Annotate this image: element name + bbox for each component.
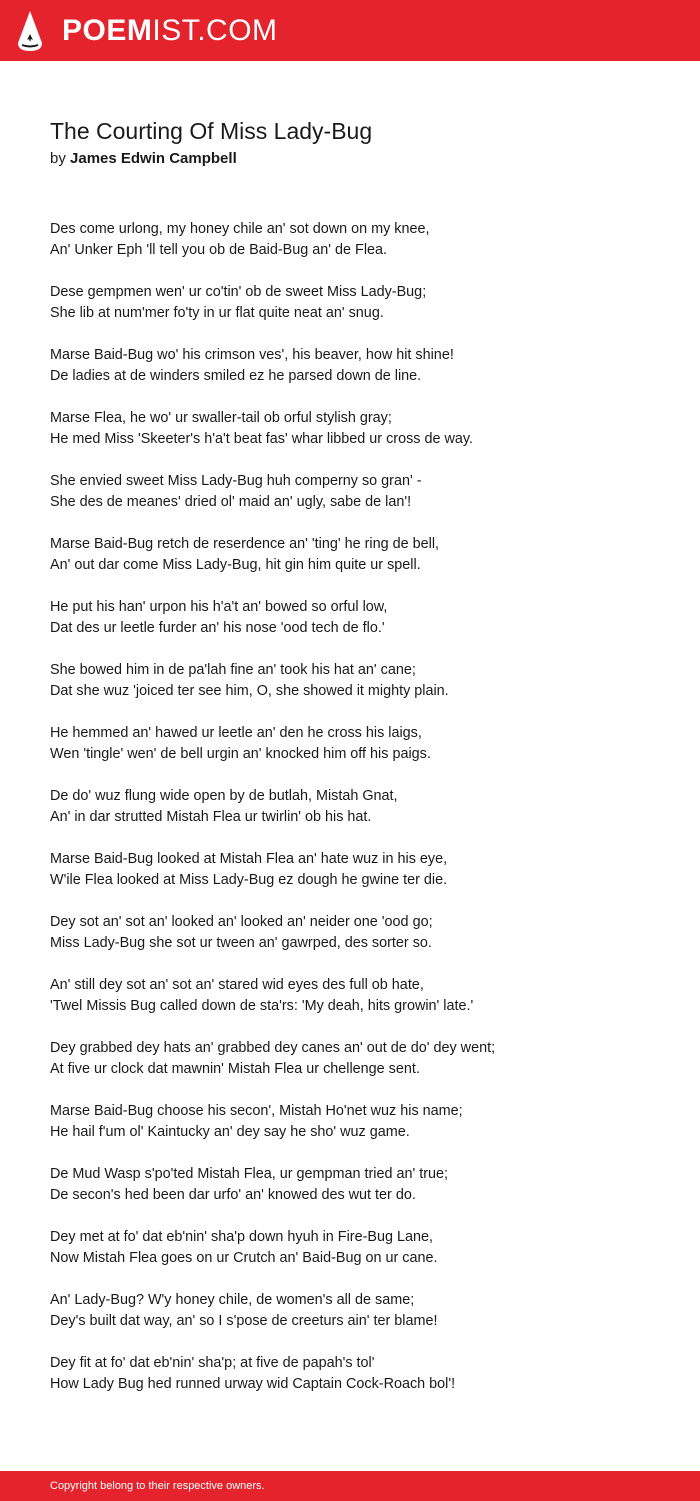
stanza: [50, 219, 670, 282]
poem-line: How Lady Bug hed runned urway wid Captain Cock-Roach bol'!: [50, 1376, 456, 1392]
poem-line: Marse Baid-Bug choose his secon', Mistah Ho'net wuz his name;: [50, 1103, 463, 1119]
byline: [50, 149, 237, 169]
stanza: [50, 1101, 670, 1164]
poem-line: He hail f'um ol' Kaintucky an' dey say he sho' wuz game.: [50, 1124, 410, 1140]
poem-line: 'Twel Missis Bug called down de sta'rs: 'My deah, hits growin' late.': [50, 998, 474, 1014]
poem-line: Dey grabbed dey hats an' grabbed dey canes an' out de do' dey went;: [50, 1040, 496, 1056]
poem-line: At five ur clock dat mawnin' Mistah Flea ur chellenge sent.: [50, 1061, 420, 1077]
poem-line: Marse Flea, he wo' ur swaller-tail ob orful stylish gray;: [50, 410, 392, 426]
stanza: [50, 282, 670, 345]
poem-line: Dat des ur leetle furder an' his nose 'ood tech de flo.': [50, 620, 385, 636]
poem-line: An' Unker Eph 'll tell you ob de Baid-Bug an' de Flea.: [50, 242, 388, 258]
stanza: [50, 912, 670, 975]
author-name: James Edwin Campbell: [70, 150, 237, 167]
poem-line: De Mud Wasp s'po'ted Mistah Flea, ur gempman tried an' true;: [50, 1166, 449, 1182]
poem-line: He put his han' urpon his h'a't an' bowed so orful low,: [50, 599, 388, 615]
stanza: [50, 849, 670, 912]
site-footer: [0, 1471, 700, 1501]
poem-line: An' in dar strutted Mistah Flea ur twirlin' ob his hat.: [50, 809, 372, 825]
stanza: [50, 345, 670, 408]
poem-line: She bowed him in de pa'lah fine an' took his hat an' cane;: [50, 662, 416, 678]
poem-line: She lib at num'mer fo'ty in ur flat quite neat an' snug.: [50, 305, 384, 321]
logo-light-text: IST.COM: [152, 14, 278, 47]
poem-line: De secon's hed been dar urfo' an' knowed des wut ter do.: [50, 1187, 416, 1203]
poem-line: She envied sweet Miss Lady-Bug huh comperny so gran' -: [50, 473, 422, 489]
poem-line: W'ile Flea looked at Miss Lady-Bug ez dough he gwine ter die.: [50, 872, 448, 888]
logo-bold-text: POEM: [62, 14, 153, 47]
stanza: [50, 1353, 670, 1416]
copyright-text: Copyright belong to their respective owners.: [50, 1480, 265, 1492]
poem-line: Wen 'tingle' wen' de bell urgin an' knocked him off his paigs.: [50, 746, 431, 762]
stanza: [50, 723, 670, 786]
stanza: [50, 786, 670, 849]
pencil-icon[interactable]: [17, 10, 43, 52]
stanza: [50, 534, 670, 597]
stanza: [50, 471, 670, 534]
poem-line: Marse Baid-Bug retch de reserdence an' 'ting' he ring de bell,: [50, 536, 440, 552]
stanza: [50, 408, 670, 471]
poem-line: An' Lady-Bug? W'y honey chile, de women's all de same;: [50, 1292, 415, 1308]
poem-line: Marse Baid-Bug wo' his crimson ves', his beaver, how hit shine!: [50, 347, 454, 363]
poem-line: An' out dar come Miss Lady-Bug, hit gin him quite ur spell.: [50, 557, 421, 573]
by-label: by: [50, 150, 66, 167]
stanza: [50, 1227, 670, 1290]
stanza: [50, 1038, 670, 1101]
poem-line: He hemmed an' hawed ur leetle an' den he cross his laigs,: [50, 725, 422, 741]
stanza: [50, 597, 670, 660]
poem-body: [50, 219, 670, 1416]
poem-line: An' still dey sot an' sot an' stared wid eyes des full ob hate,: [50, 977, 424, 993]
poem-line: Dese gempmen wen' ur co'tin' ob de sweet Miss Lady-Bug;: [50, 284, 427, 300]
poem-title: The Courting Of Miss Lady-Bug: [50, 118, 373, 144]
poem-line: Marse Baid-Bug looked at Mistah Flea an' hate wuz in his eye,: [50, 851, 448, 867]
poem-line: Now Mistah Flea goes on ur Crutch an' Baid-Bug on ur cane.: [50, 1250, 438, 1266]
stanza: [50, 660, 670, 723]
site-logo[interactable]: [62, 13, 278, 49]
stanza: [50, 1164, 670, 1227]
poem-line: Dey sot an' sot an' looked an' looked an' neider one 'ood go;: [50, 914, 433, 930]
stanza: [50, 1290, 670, 1353]
poem-line: Dey met at fo' dat eb'nin' sha'p down hyuh in Fire-Bug Lane,: [50, 1229, 433, 1245]
stanza: [50, 975, 670, 1038]
poem-line: De do' wuz flung wide open by de butlah, Mistah Gnat,: [50, 788, 398, 804]
poem-line: Miss Lady-Bug she sot ur tween an' gawrped, des sorter so.: [50, 935, 432, 951]
poem-line: Dey's built dat way, an' so I s'pose de creeturs ain' ter blame!: [50, 1313, 438, 1329]
poem-line: Des come urlong, my honey chile an' sot down on my knee,: [50, 221, 430, 237]
poem-line: She des de meanes' dried ol' maid an' ugly, sabe de lan'!: [50, 494, 412, 510]
poem-line: Dey fit at fo' dat eb'nin' sha'p; at five de papah's tol': [50, 1355, 375, 1371]
site-header: [0, 0, 700, 61]
poem-line: Dat she wuz 'joiced ter see him, O, she showed it mighty plain.: [50, 683, 449, 699]
poem-line: De ladies at de winders smiled ez he parsed down de line.: [50, 368, 422, 384]
poem-line: He med Miss 'Skeeter's h'a't beat fas' whar libbed ur cross de way.: [50, 431, 473, 447]
